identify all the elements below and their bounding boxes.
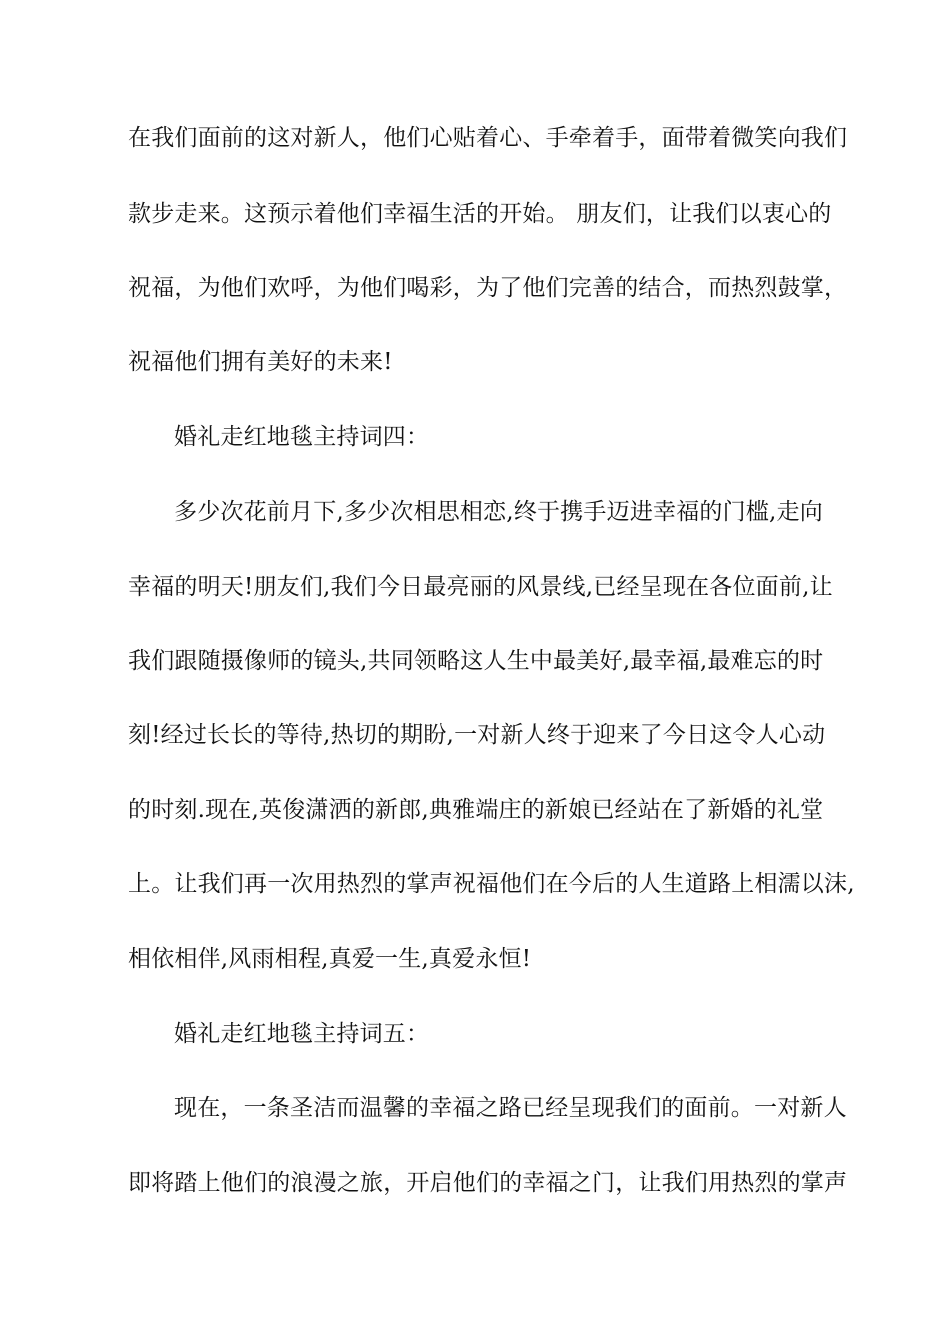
- body-text-line: 上。让我们再一次用热烈的掌声祝福他们在今后的人生道路上相濡以沫,: [128, 871, 855, 897]
- body-text-line: 多少次花前月下,多少次相思相恋,终于携手迈进幸福的门槛,走向: [174, 499, 823, 525]
- section-heading: 婚礼走红地毯主持词四：: [174, 424, 430, 450]
- body-text-line: 相依相伴,风雨相程,真爱一生,真爱永恒!: [128, 946, 532, 972]
- body-text-line: 刻!经过长长的等待,热切的期盼,一对新人终于迎来了今日这令人心动: [128, 722, 826, 748]
- body-text-line: 即将踏上他们的浪漫之旅，开启他们的幸福之门，让我们用热烈的掌声: [128, 1170, 848, 1196]
- body-text-line: 现在，一条圣洁而温馨的幸福之路已经呈现我们的面前。一对新人: [174, 1095, 847, 1121]
- section-heading: 婚礼走红地毯主持词五：: [174, 1021, 430, 1047]
- body-text-line: 的时刻.现在,英俊潇洒的新郎,典雅端庄的新娘已经站在了新婚的礼堂: [128, 797, 824, 823]
- body-text-line: 幸福的明天!朋友们,我们今日最亮丽的风景线,已经呈现在各位面前,让: [128, 574, 833, 600]
- body-text-line: 我们跟随摄像师的镜头,共同领略这人生中最美好,最幸福,最难忘的时: [128, 648, 824, 674]
- body-text-line: 祝福他们拥有美好的未来!: [128, 349, 393, 375]
- body-text-line: 款步走来。这预示着他们幸福生活的开始。 朋友们，让我们以衷心的: [128, 201, 832, 227]
- body-text-line: 在我们面前的这对新人，他们心贴着心、手牵着手，面带着微笑向我们: [128, 125, 848, 151]
- body-text-line: 祝福，为他们欢呼，为他们喝彩，为了他们完善的结合，而热烈鼓掌，: [128, 275, 848, 301]
